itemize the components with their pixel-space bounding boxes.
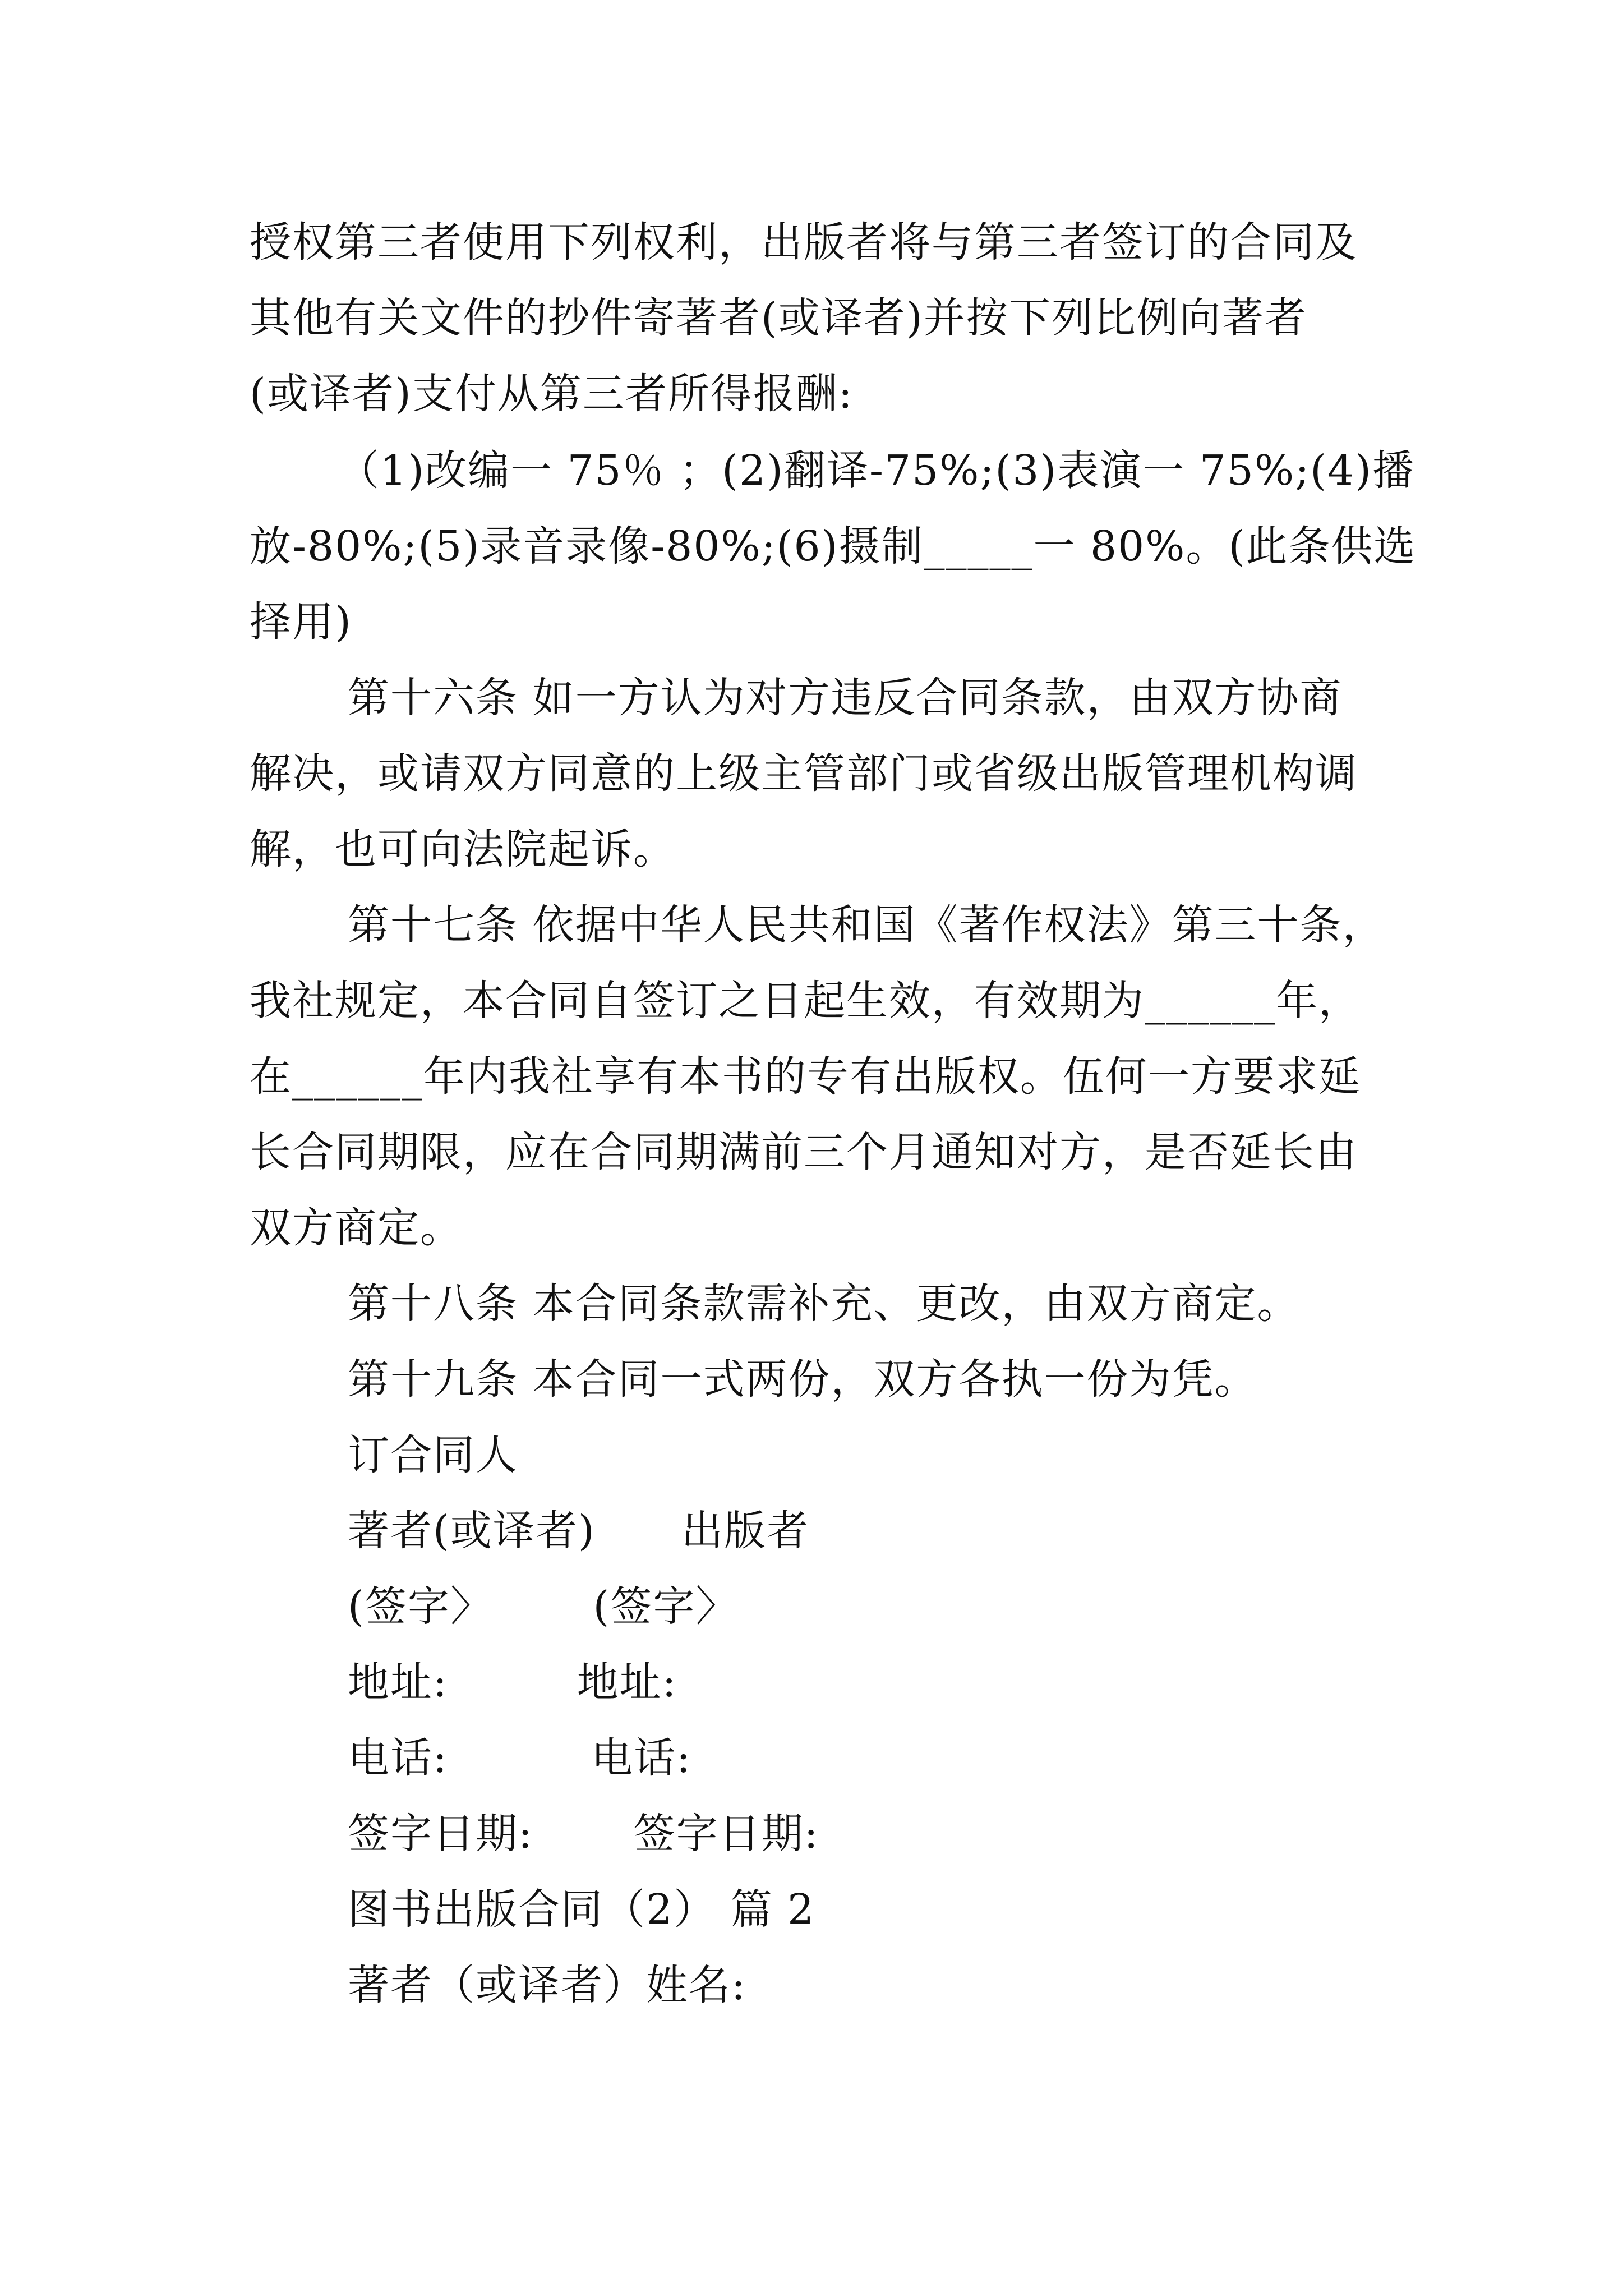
text-line: (或译者)支付从第三者所得报酬: — [250, 370, 854, 418]
text-line: 解，也可向法院起诉。 — [250, 825, 676, 873]
text-line: 第十七条 依据中华人民共和国《著作权法》第三十条， — [348, 901, 1385, 949]
text-line: 解决，或请双方同意的上级主管部门或省级出版管理机构调 — [250, 749, 1358, 798]
signature-line: (签字〉 (签字〉 — [348, 1582, 739, 1631]
text-line: 放-80%;(5)录音录像-80%;(6)摄制_____一 80%。(此条供选 — [250, 522, 1417, 570]
section-title: 图书出版合同（2） 篇 2 — [348, 1885, 815, 1934]
author-name-line: 著者（或译者）姓名: — [348, 1961, 746, 2009]
text-line: 在______年内我社享有本书的专有出版权。伍何一方要求延 — [250, 1052, 1361, 1101]
text-line: 第十六条 如一方认为对方违反合同条款，由双方协商 — [348, 674, 1343, 722]
text-line: 第十八条 本合同条款需补充、更改，由双方商定。 — [348, 1280, 1300, 1328]
text-line: 双方商定。 — [250, 1204, 463, 1252]
address-line: 地址: 地址: — [348, 1658, 677, 1706]
text-line: 我社规定，本合同自签订之日起生效，有效期为______年， — [250, 977, 1361, 1025]
phone-line: 电话: 电话: — [348, 1734, 692, 1782]
text-line: 授权第三者使用下列权利，出版者将与第三者签订的合同及 — [250, 218, 1358, 266]
text-line: 其他有关文件的抄件寄著者(或译者)并按下列比例向著者 — [250, 294, 1307, 342]
text-line: 第十九条 本合同一式两份，双方各执一份为凭。 — [348, 1355, 1257, 1404]
signing-date-line: 签字日期: 签字日期: — [348, 1810, 819, 1858]
text-line: 长合同期限，应在合同期满前三个月通知对方，是否延长由 — [250, 1128, 1358, 1176]
text-line: 择用) — [250, 598, 352, 646]
text-line: （1)改编一 75％ ；(2)翻译-75%;(3)表演一 75%;(4)播 — [338, 447, 1415, 495]
signatory-heading: 订合同人 — [348, 1431, 518, 1479]
signature-parties-line: 著者(或译者) 出版者 — [348, 1507, 809, 1555]
